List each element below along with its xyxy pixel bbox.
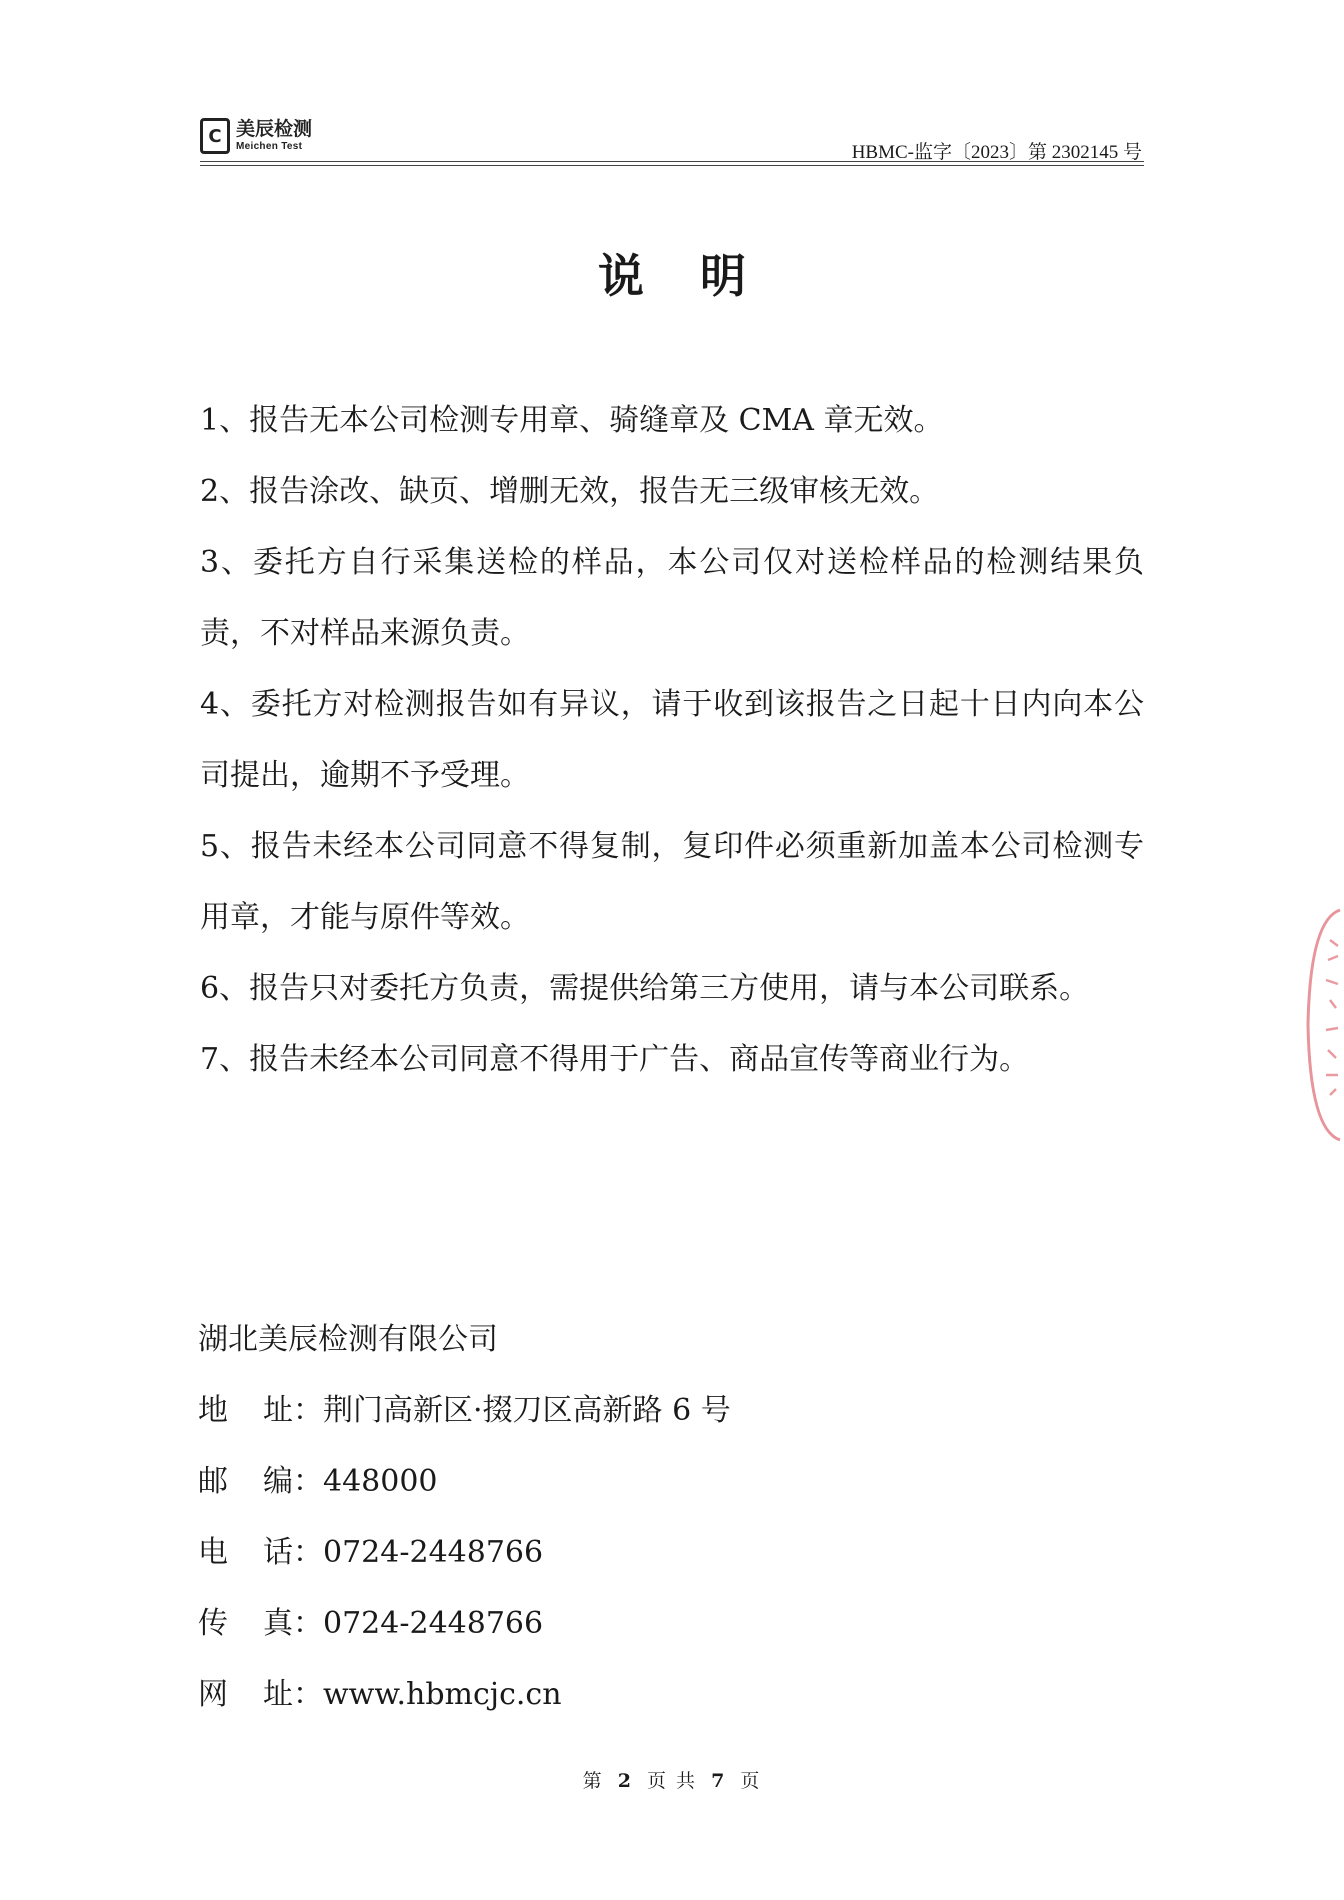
contact-label: 传 [198,1606,228,1641]
note-item: 6、报告只对委托方负责，需提供给第三方使用，请与本公司联系。 [200,971,1090,1006]
note-item: 1、报告无本公司检测专用章、骑缝章及 CMA 章无效。 [200,403,944,438]
page-number [0,1766,1344,1793]
company-logo [200,118,312,154]
logo-name-cn: 美辰检测 [236,118,313,140]
report-number: HBMC-监字〔2023〕第 2302145 号 [851,142,1142,163]
contact-label: 真： [263,1606,323,1641]
note-item: 7、报告未经本公司同意不得用于广告、商品宣传等商业行为。 [200,1042,1030,1077]
company-name: 湖北美辰检测有限公司 [198,1322,498,1357]
logo-name-en: Meichen Test [236,141,303,152]
seam-stamp-icon [1300,900,1344,1150]
note-item: 2、报告涂改、缺页、增删无效，报告无三级审核无效。 [200,474,940,509]
total-pages: 7 [711,1770,727,1792]
contact-label: 话： [263,1535,323,1570]
current-page: 2 [617,1770,633,1792]
notes-list [200,385,1144,1095]
page-number-prefix: 第 [582,1770,604,1792]
contact-value: 448000 [323,1464,438,1499]
contact-label: 电 [198,1535,228,1570]
note-item: 4、委托方对检测报告如有异议，请于收到该报告之日起十日内向本公司提出，逾期不予受理。 [200,687,1144,793]
page-number-suffix: 页 [740,1770,762,1792]
contact-label: 地 [198,1393,228,1428]
contact-label: 址： [263,1393,323,1428]
header-rule [200,165,1144,166]
contact-fax [198,1588,731,1659]
contact-label: 编： [263,1464,323,1499]
contact-label: 邮 [198,1464,228,1499]
contact-website [198,1659,731,1730]
contact-address [198,1375,731,1446]
contact-value: 0724-2448766 [323,1535,544,1570]
logo-mc-icon: C [200,118,230,154]
page-number-mid: 页 共 [646,1770,698,1792]
contact-postcode [198,1446,731,1517]
note-item: 3、委托方自行采集送检的样品，本公司仅对送检样品的检测结果负责，不对样品来源负责。 [200,545,1144,651]
contact-label: 网 [198,1677,228,1712]
contact-block [198,1375,731,1730]
page-title: 说明 [598,249,802,303]
contact-value: 荆门高新区·掇刀区高新路 6 号 [323,1393,731,1428]
contact-value: 0724-2448766 [323,1606,544,1641]
contact-phone [198,1517,731,1588]
header-rule [200,161,1144,162]
contact-value: www.hbmcjc.cn [323,1677,562,1712]
contact-label: 址： [263,1677,323,1712]
note-item: 5、报告未经本公司同意不得复制，复印件必须重新加盖本公司检测专用章，才能与原件等效。 [200,829,1144,935]
